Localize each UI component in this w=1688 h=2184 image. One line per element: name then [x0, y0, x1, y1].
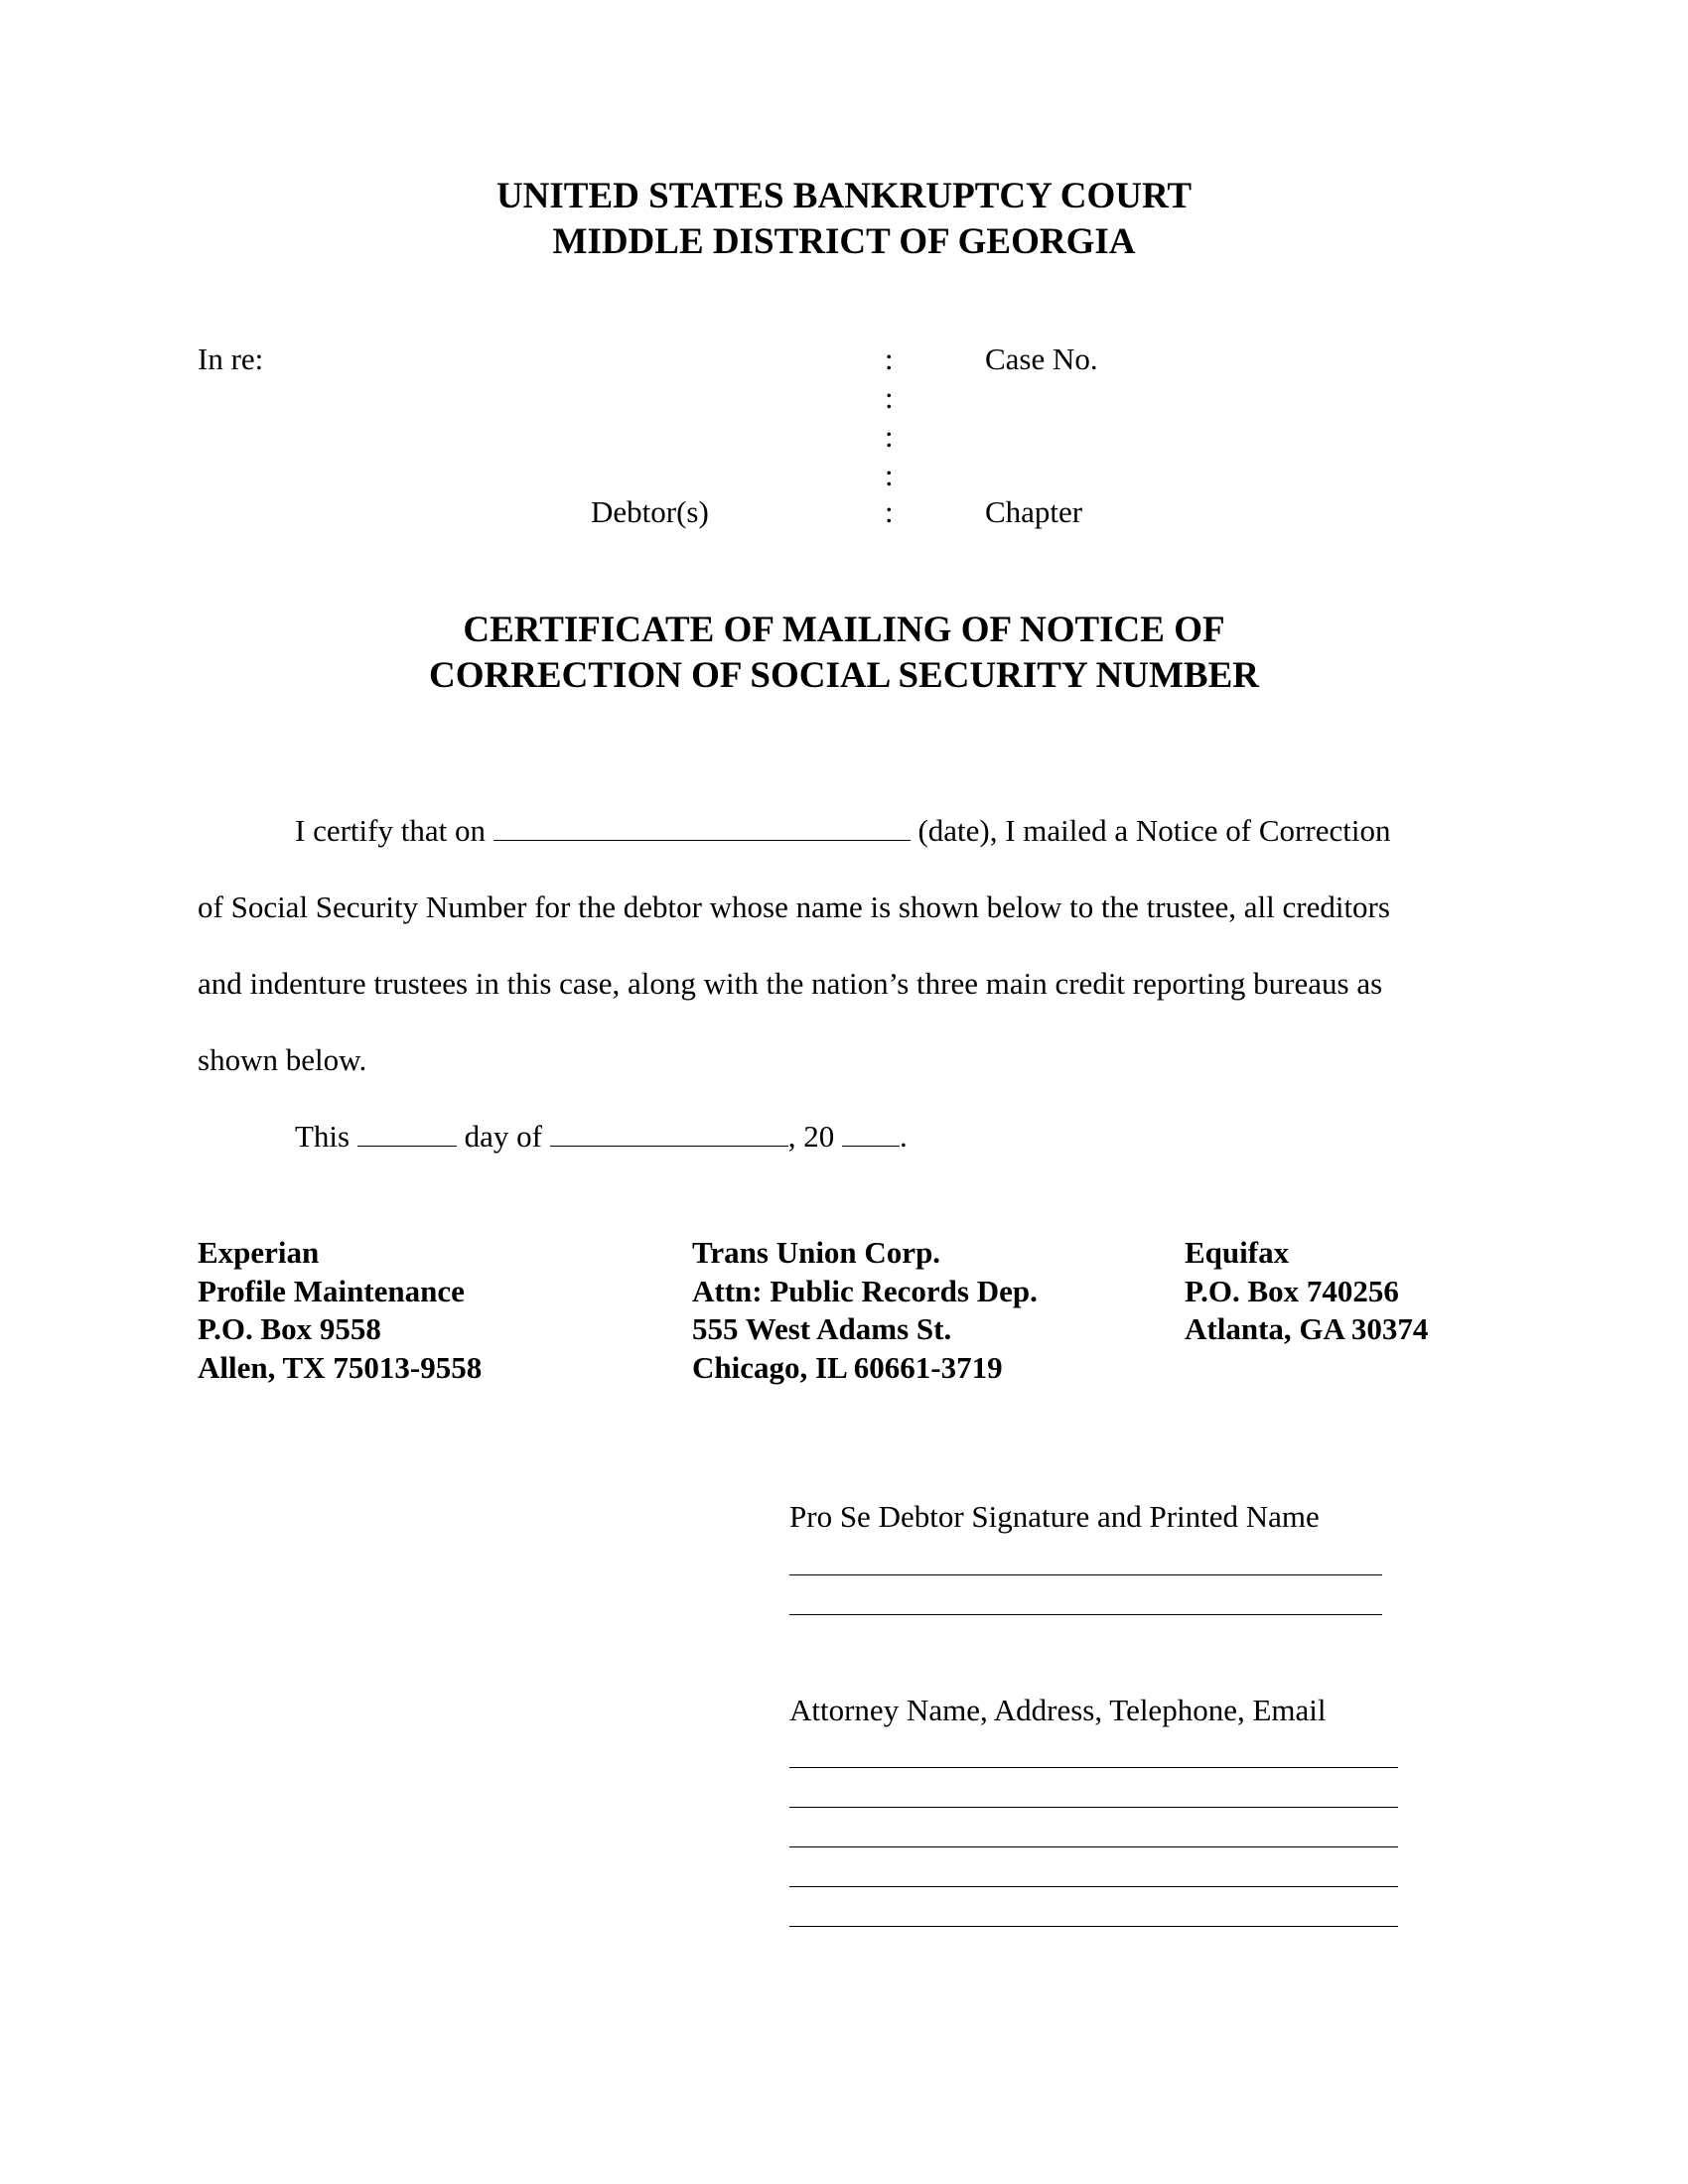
this-label: This [295, 1119, 351, 1154]
date-label: (date), I mailed a Notice of Correction [917, 813, 1391, 848]
case-no-label: Case No. [985, 341, 1098, 376]
caption-colon: : [885, 458, 894, 492]
dated-line [295, 1098, 908, 1174]
bureau-line: Chicago, IL 60661-3719 [692, 1349, 1003, 1385]
bureau-equifax [1185, 1234, 1428, 1349]
bureau-line: Allen, TX 75013-9558 [198, 1349, 483, 1385]
court-district: MIDDLE DISTRICT OF GEORGIA [552, 221, 1136, 262]
attorney-line[interactable] [789, 1926, 1398, 1927]
certify-line-1 [295, 792, 1390, 869]
bureau-line: Trans Union Corp. [692, 1235, 941, 1270]
period: . [899, 1119, 908, 1154]
day-of-label: day of [464, 1119, 542, 1154]
date-blank[interactable] [493, 814, 911, 841]
caption-colon: : [885, 494, 894, 529]
document-title: CERTIFICATE OF MAILING OF NOTICE OF [463, 610, 1225, 650]
bureau-line: P.O. Box 9558 [198, 1311, 381, 1346]
attorney-line[interactable] [789, 1846, 1398, 1847]
printed-name-line[interactable] [789, 1614, 1382, 1615]
document-title-line2: CORRECTION OF SOCIAL SECURITY NUMBER [428, 655, 1260, 696]
year-blank[interactable] [842, 1120, 900, 1147]
certify-line-2: of Social Security Number for the debtor whose name is shown below to the trustee, all creditors [198, 889, 1390, 924]
caption-colon: : [885, 380, 894, 415]
certify-line-4: shown below. [198, 1042, 367, 1077]
bureau-line: Atlanta, GA 30374 [1185, 1311, 1429, 1346]
month-blank[interactable] [550, 1120, 788, 1147]
attorney-info-label: Attorney Name, Address, Telephone, Email [789, 1693, 1327, 1727]
attorney-line[interactable] [789, 1886, 1398, 1887]
signature-line[interactable] [789, 1574, 1382, 1575]
in-re-label: In re: [198, 341, 264, 376]
attorney-line[interactable] [789, 1807, 1398, 1808]
day-blank[interactable] [357, 1120, 457, 1147]
bureau-line: 555 West Adams St. [692, 1311, 952, 1346]
certify-line-3: and indenture trustees in this case, along with the nation’s three main credit reporting bureaus as [198, 966, 1383, 1001]
debtors-label: Debtor(s) [591, 494, 709, 529]
chapter-label: Chapter [985, 494, 1083, 529]
bureau-line: Experian [198, 1235, 320, 1270]
caption-colon: : [885, 341, 894, 376]
year-prefix: , 20 [787, 1119, 835, 1154]
certify-prefix: I certify that on [295, 813, 486, 848]
pro-se-signature-label: Pro Se Debtor Signature and Printed Name [789, 1499, 1320, 1534]
bureau-experian [198, 1234, 482, 1387]
caption-colon: : [885, 419, 894, 454]
attorney-line[interactable] [789, 1767, 1398, 1768]
bureau-line: Profile Maintenance [198, 1273, 465, 1308]
bureau-line: Equifax [1185, 1235, 1290, 1270]
bureau-line: Attn: Public Records Dep. [692, 1273, 1038, 1308]
court-name: UNITED STATES BANKRUPTCY COURT [495, 176, 1193, 216]
bureau-line: P.O. Box 740256 [1185, 1273, 1399, 1308]
bureau-trans-union [692, 1234, 1038, 1387]
